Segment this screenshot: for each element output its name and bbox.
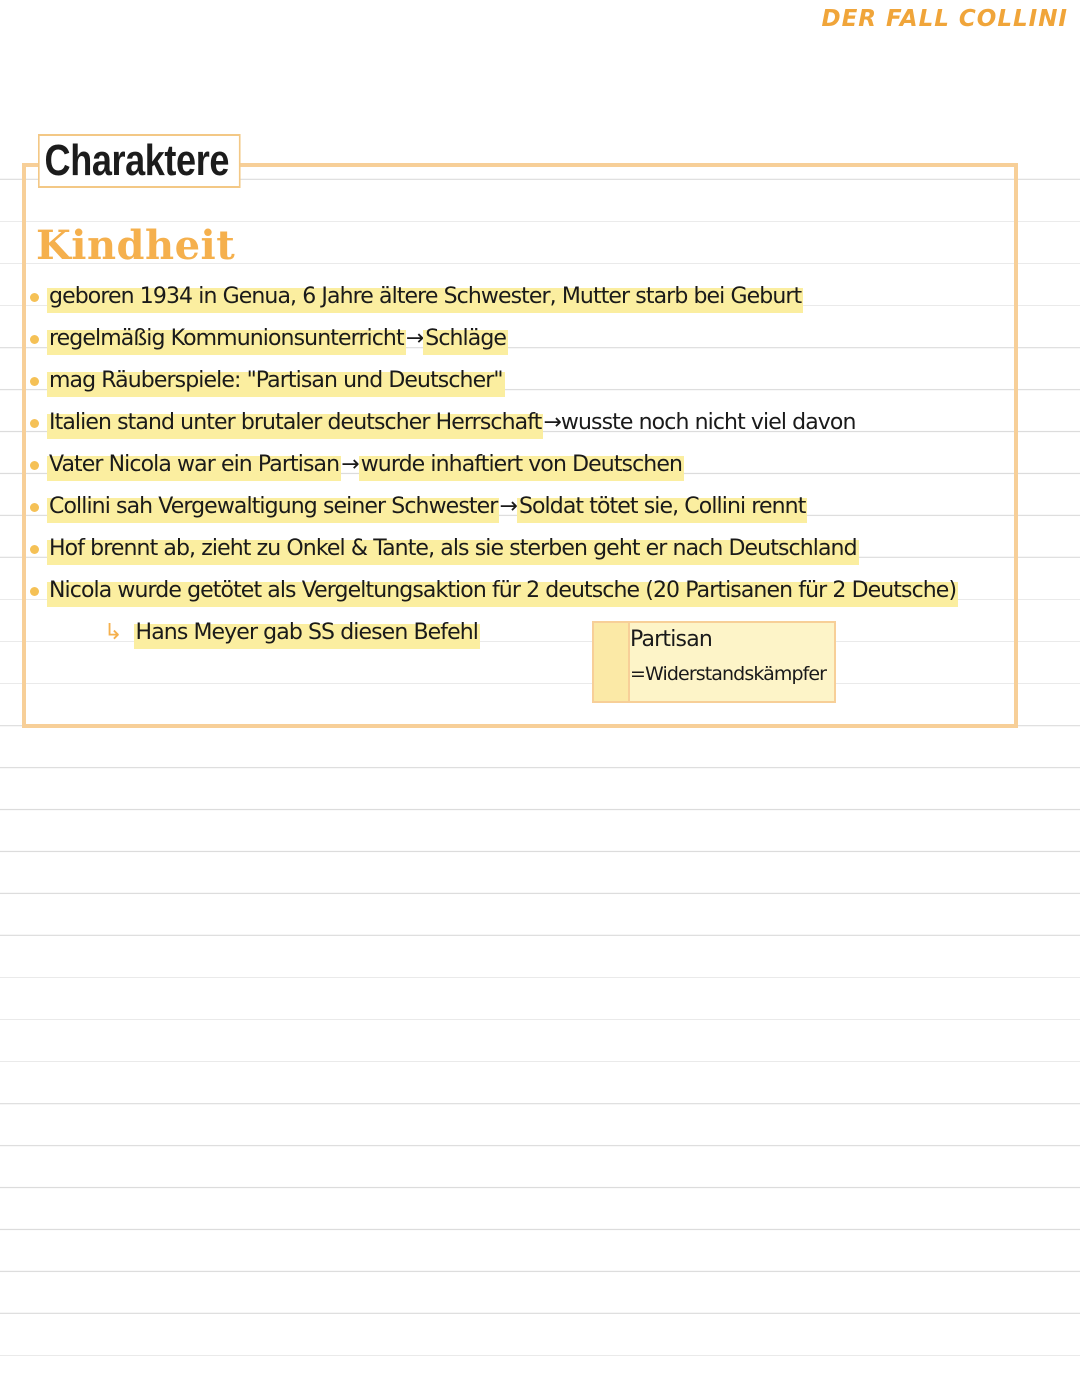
- bullet-dot-icon: [30, 419, 39, 428]
- list-item: [30, 402, 958, 444]
- sub-note-text: Hans Meyer gab SS diesen Befehl: [134, 612, 480, 654]
- list-item: [30, 318, 958, 360]
- bullet-dot-icon: [30, 293, 39, 302]
- bullet-dot-icon: [30, 545, 39, 554]
- bullet-text: regelmäßig Kommunionsunterricht: [47, 318, 406, 360]
- bullet-text: mag Räuberspiele: "Partisan und Deutscher": [47, 360, 505, 402]
- list-item: [30, 570, 958, 612]
- bullet-text: →: [341, 452, 359, 477]
- bullet-text: Collini sah Vergewaltigung seiner Schwester: [47, 486, 499, 528]
- bullet-dot-icon: [30, 461, 39, 470]
- bullet-list: [30, 276, 958, 612]
- bullet-text: Vater Nicola war ein Partisan: [47, 444, 341, 486]
- bullet-text: Hof brennt ab, zieht zu Onkel & Tante, als sie sterben geht er nach Deutschland: [47, 528, 859, 570]
- bullet-text: geboren 1934 in Genua, 6 Jahre ältere Schwester, Mutter starb bei Geburt: [47, 276, 803, 318]
- return-arrow-icon: ↳: [104, 620, 122, 645]
- bullet-text: →: [405, 326, 424, 351]
- bullet-dot-icon: [30, 503, 39, 512]
- list-item: [30, 486, 958, 528]
- bullet-text: Schläge: [423, 318, 508, 360]
- section-subtitle: Kindheit: [36, 222, 236, 269]
- bullet-dot-icon: [30, 587, 39, 596]
- bullet-dot-icon: [30, 335, 39, 344]
- definition-term: Partisan: [630, 627, 713, 652]
- bullet-text: →: [499, 494, 517, 519]
- sub-note: [104, 612, 480, 654]
- section-title: Charaktere: [38, 134, 240, 188]
- definition-box: [592, 621, 836, 703]
- definition-stripe: [594, 623, 630, 701]
- list-item: [30, 528, 958, 570]
- document-title: DER FALL COLLINI: [821, 6, 1068, 32]
- bullet-dot-icon: [30, 377, 39, 386]
- bullet-text: wurde inhaftiert von Deutschen: [359, 444, 684, 486]
- bullet-text: Soldat tötet sie, Collini rennt: [517, 486, 807, 528]
- bullet-text: Italien stand unter brutaler deutscher Herrschaft: [47, 402, 543, 444]
- list-item: [30, 444, 958, 486]
- bullet-text: Nicola wurde getötet als Vergeltungsaktion für 2 deutsche (20 Partisanen für 2 Deutsche): [47, 570, 958, 612]
- bullet-text: →wusste noch nicht viel davon: [543, 410, 856, 435]
- list-item: [30, 276, 958, 318]
- list-item: [30, 360, 958, 402]
- definition-description: =Widerstandskämpfer: [630, 663, 827, 685]
